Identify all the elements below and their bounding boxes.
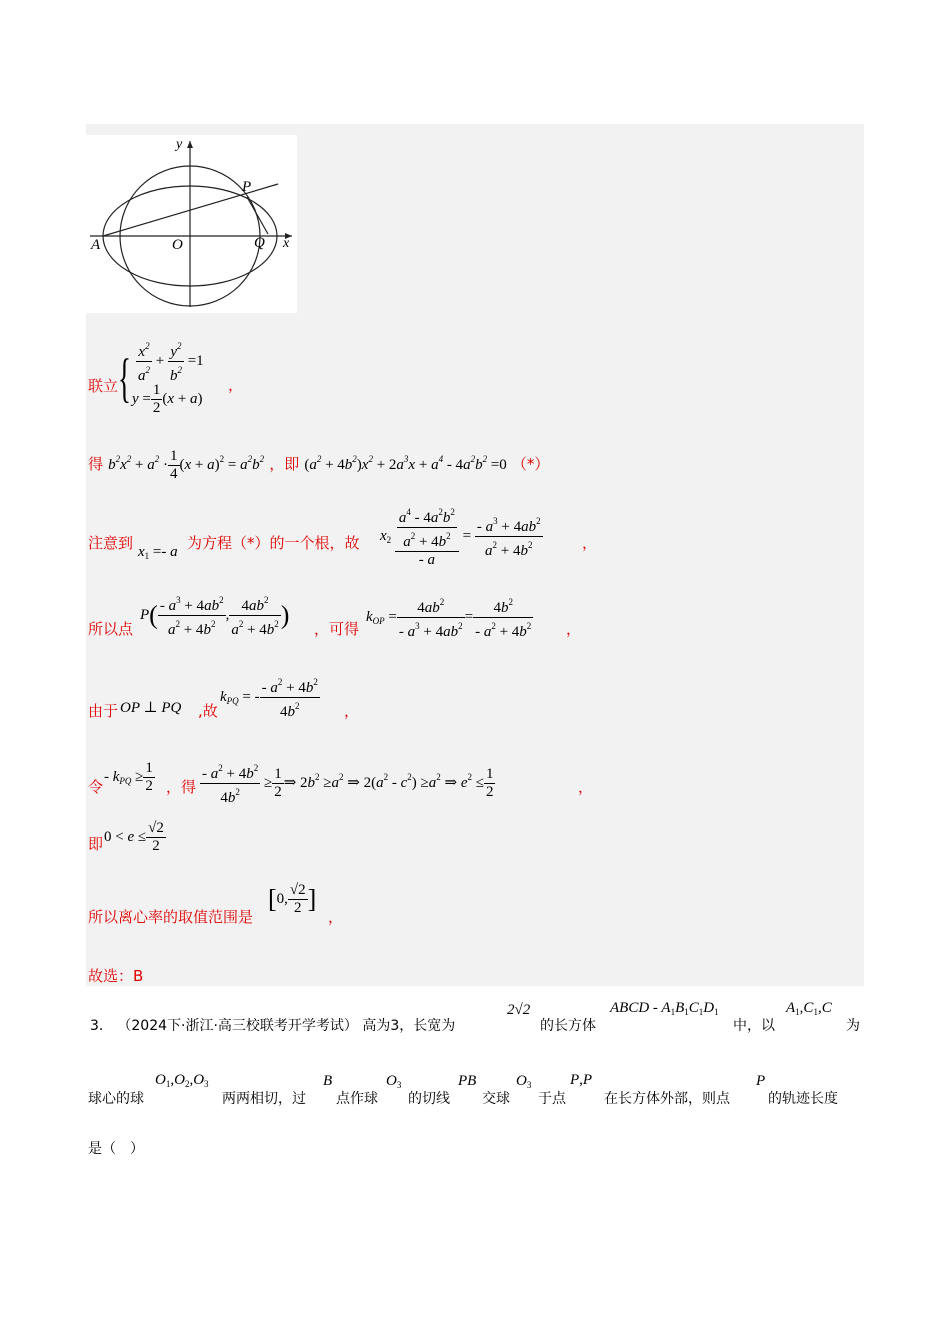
system-eq-2: y = $\frac{1}{2}$ (x + a) [132, 382, 203, 416]
system-eq-1: $\frac{x^2}{a^2}$ + $\frac{y^2}{b^2}$ =1 [136, 338, 204, 385]
question-3-line-1: 3． （2024下·浙江·高三校联考开学考试） 高为3，长宽为 [90, 1018, 456, 1034]
y-axis-arrow [187, 141, 193, 148]
label-o: O [172, 237, 183, 253]
question-3-line-2: 球心的球 [88, 1091, 144, 1107]
label-a: A [91, 237, 101, 253]
label-x: x [283, 236, 290, 251]
answer-text: 故选：B [88, 967, 144, 985]
label-q: Q [254, 235, 265, 251]
segment-pq [247, 197, 268, 234]
question-3-line-3: 是（ ） [88, 1141, 144, 1157]
figure-svg [86, 135, 297, 313]
label-p: P [242, 179, 252, 195]
question-number: 3． [90, 1018, 113, 1034]
label-y: y [176, 137, 183, 152]
ellipse-circle-figure [86, 135, 297, 313]
question-source: （2024下·浙江·高三校联考开学考试） [117, 1018, 358, 1034]
solution-line-2: 得 $b^2x^2 + a^2$ · $\frac{1}{4}$ $(x + a)^2 = a^2b^2$ ，即 $(a^2 + 4b^2)x^2 + 2a^3x + a^4 - 4a^2b^2 =0$ （*） [88, 448, 550, 482]
